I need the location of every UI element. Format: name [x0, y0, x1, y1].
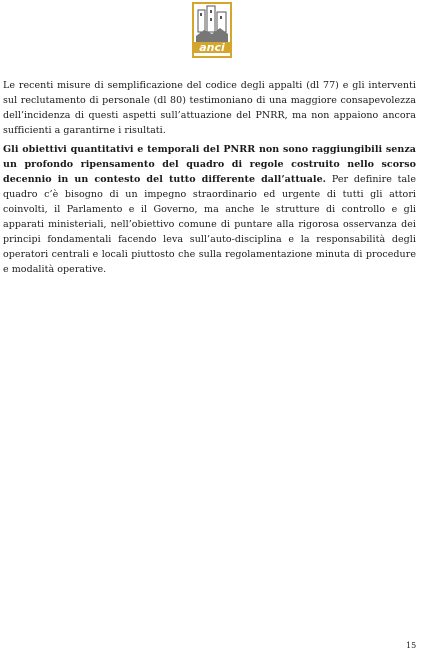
logo-text: anci [194, 42, 230, 53]
paragraph-2-bold: Gli obiettivi quantitativi e temporali del PNRR non sono raggiungibili senza un profondo ripensamento del quadro di regole costruito nello scorso decennio in un contesto del tutto differente dall’attuale. [3, 144, 416, 185]
anci-logo [192, 2, 232, 58]
paragraph-2-rest: Per definire tale quadro c’è bisogno di un impegno straordinario ed urgente di tutti gli attori coinvolti, il Parlamento e il Governo, ma anche le strutture di controllo e gli apparati ministeriali, nell’obiettivo comune di puntare alla rigorosa osservanza dei principi fondamentali facendo leva sull’auto-disciplina e la responsabilità degli operatori centrali e locali piuttosto che sulla regolamentazione minuta di procedure e modalità operative. [3, 174, 417, 275]
document-body [3, 78, 416, 277]
page-number: 15 [406, 641, 417, 650]
paragraph-2 [3, 142, 416, 277]
paragraph-1: Le recenti misure di semplificazione del codice degli appalti (dl 77) e gli interventi sul reclutamento di personale (dl 80) testimoniano di una maggiore consapevolezza dell’incidenza di questi aspetti sull’attuazione del PNRR, ma non appaiono ancora sufficienti a garantirne i risultati. [3, 80, 416, 136]
logo-emblem [194, 4, 230, 56]
